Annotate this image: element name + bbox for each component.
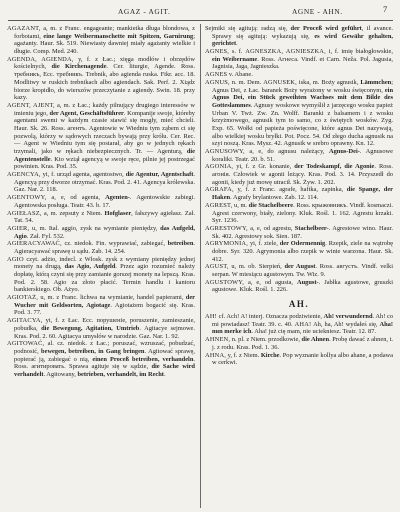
german-gloss: Hofglaser xyxy=(104,209,132,217)
german-gloss: betrieben, verhandelt, im Recht xyxy=(77,370,164,378)
entry-text: al. cz. niedok. z Łac.; poruszać, wzruszać, pobudzać, podnosić, xyxy=(14,340,195,355)
entry-text: i, f. imię białogłowskie, xyxy=(325,48,393,56)
german-gloss: die Stachelbeere xyxy=(248,201,294,209)
entry-text: cf. Ach! A! interj. Oznacza podziwienie, xyxy=(216,313,324,321)
entry-text: . Agencyą przy dworze otrzymać. Kras. Pod. 2. 41. Agencya królewska. Gaz. Nar. 2. 118. xyxy=(14,171,195,194)
entry-text: . Agitować sprawę, popierać ją, zabiegać o nią, xyxy=(14,347,195,363)
headword: AHNA, xyxy=(205,351,227,359)
german-gloss: die Spange, der Haken xyxy=(212,186,393,202)
entry-text: . Agnusowe koraliki. Teatr. 20. b. 51. xyxy=(212,148,393,163)
german-gloss: eine lange Weibermanschette mit Spitzen, Garnirung xyxy=(43,32,194,40)
dictionary-entry xyxy=(7,210,195,225)
entry-text: . Agitacye sejmowe. Kras. Pod. 2. 60. Agitacya umysłów w narodzie. Gaz. Nar. 1. 92. xyxy=(14,324,195,340)
headword: AGRESTOWY, xyxy=(205,224,248,232)
dictionary-entry xyxy=(205,240,393,263)
entry-text: . Ross. агонія. Człowiek w agonii leżący. Kras. Pod. 3. 14. Przyszedł do agonii, kiedy już mowę utracił. Sk. Żyw. 1. 202. xyxy=(212,163,393,186)
entry-text: u, m. Ital. aggio, zysk na wymianie pieniędzy, xyxy=(29,224,161,232)
dictionary-entry xyxy=(205,336,393,351)
entry-text: . Agnusy woskowe wymyślił z jarzęcego wosku papież Urban V. Twż. Zw. Zn. Wolff. Baranki z balsamem i z wosku krzyżmowego, agnusik tym to samo, co z świętych wosków. Zyg. Exp. 65. Wołki od papieża poświęcone, które agnus Dei nazywają, albo wielkiej wosku bryłki. Pot. Pocz. 54. Od złego ducha agnusik na szyi noszą. Kras. Mysz. 42. Agnusik w srebro oprawny. Kn. 12. xyxy=(212,101,393,148)
headword: AGNES xyxy=(205,71,228,79)
dictionary-entry xyxy=(205,25,393,48)
headword: AGENTOWY, xyxy=(7,194,47,202)
entry-text: yi, f. z Gr. konanie, xyxy=(233,163,295,171)
dictionary-entry xyxy=(205,202,393,225)
entry-text: Sejmiki się agitują: radzą się, xyxy=(205,25,291,32)
headword: AGNES, xyxy=(205,48,230,56)
entry-text: cz. niedok. Fin. wyprawiać, zabiegać, xyxy=(61,240,168,248)
entry-text: a, m. z Franc. engageante; mankietka długa blondowa, z forbotami, xyxy=(14,25,195,40)
dictionary-entry xyxy=(7,25,195,56)
entry-text: a, e, od agrestu, xyxy=(247,224,295,232)
entry-text: . Agiotażem bogacić się. Kras. Pod. 3. 77. xyxy=(14,301,195,317)
entry-text: yi, f. urząd agenta, agentostwo, xyxy=(40,171,126,179)
entry-text: y, f. z Niem. xyxy=(226,351,261,359)
dictionary-entry xyxy=(205,79,393,148)
header-rule xyxy=(8,20,393,21)
running-head-right: AGNE - AHN. xyxy=(292,7,343,16)
headword: AGENT, AJENT, xyxy=(7,101,55,109)
entry-text: ; agażanty. Haur. Sk. 519. Niewiasty dawniej miały agażanty wielkie i długie. Comp. Med. 240. xyxy=(14,32,195,56)
dictionary-entry xyxy=(7,240,195,255)
headword: AGIERACYAWAĆ, xyxy=(7,240,62,248)
headword: AGNUSEK, xyxy=(263,78,297,86)
german-gloss: Stachelbeer- xyxy=(294,224,329,232)
entry-text: . Pop wyznanie kollya albo ahane, a podawa w cerkwi. xyxy=(212,351,393,367)
entry-text: . Jabłka agustowe, gruszki agustowe. Kluk. Rośl. 1. 226. xyxy=(212,278,393,294)
entry-text: . Przez agio rozumieć należy dopłatę, którą czyni się przy zamianie gorszej monety na lepszą. Kras. Pod. 2. 58. Agio za złoto płacić. Termin handlu i kantoru bankierskiego. Ob. Ażyo. xyxy=(14,263,195,294)
german-gloss: der Odermennig xyxy=(279,240,326,248)
dictionary-entry xyxy=(205,186,393,201)
entry-text: . xyxy=(163,370,166,378)
entry-text: . Rzepik, ziele na wątrobę dobre. Syr. 320. Agrymonia albo rzepik w winie warzona. Haur. Sk. 412. xyxy=(212,240,393,263)
entry-text: . xyxy=(236,40,238,48)
headword: AHA! xyxy=(294,320,312,328)
entry-text: . Ross. Агнеса. Vindf. et Carn. Neža. Pol. Jagusia, Jagnisia, Jaga, Jagnieszka. xyxy=(212,55,393,71)
headword: AGITOWAĆ, xyxy=(7,340,45,348)
german-gloss: der August xyxy=(284,263,316,271)
headword: AGNUS, xyxy=(205,78,230,86)
headword: AGONIA, xyxy=(205,163,234,171)
entry-text: a, m. z Łac.; każdy pilnujący drugiego interessów w imieniu jego, xyxy=(14,101,195,117)
german-gloss: Lämmchen xyxy=(360,78,392,86)
headword: AGIEŁASZ, xyxy=(7,209,42,217)
german-gloss: bewegen, betreiben, in Gang bringen xyxy=(41,347,145,355)
left-column xyxy=(7,25,195,507)
entry-text: . Probę dawać z ahnen, t. j. z rodu. Kras. Pod. 1. 36. xyxy=(212,336,393,351)
german-gloss: Ah! verwundernd xyxy=(323,313,373,321)
german-gloss: einen Proceß betreiben, verhandeln xyxy=(92,355,194,363)
german-gloss: der Proceß wird geführt xyxy=(290,25,362,32)
dictionary-entry xyxy=(205,279,393,294)
entry-text: . Cer. liturgie, Agende. Ross. требникъ, Ecc. требникъ. Trebnik, abo agienda ruska. Fikr. acc. 18. Modlitwy w ruskich trebnikach albo agiendach. Sak. Perf. 2. Xiądz biorze kropidło, do wierszów przeczytanie z agiendy. Swin. 18. przy kazy. xyxy=(14,63,195,102)
headword: AHNEN, xyxy=(205,336,231,344)
german-gloss: die Agentur, Agentschaft xyxy=(125,171,194,179)
german-gloss: das Aufgeld, Agio xyxy=(14,224,195,240)
entry-text: n. m. Dem. xyxy=(229,78,264,86)
headword: AGAZANT, xyxy=(7,25,41,32)
german-gloss: der Wucher mit Geldsorten, Agiotage xyxy=(14,294,195,309)
german-gloss: die Ahnen xyxy=(301,336,330,344)
dictionary-entry xyxy=(7,56,195,102)
german-gloss: betreiben xyxy=(167,240,194,248)
dictionary-entry xyxy=(7,294,195,317)
dictionary-entry xyxy=(205,313,393,336)
entry-text: . Zał. Fyl. 532. xyxy=(26,232,65,240)
entry-text: . Kompanije swoje, któreby agentami swemi w każdym czasie stawić się mogły, mieć chcieli. Haur. Sk. 26. Ross. агентъ. Agentowie w Wiedniu tym ząbem ci się pozwolą, którzy w sądowych rzeczach bywają przy królu. Cer. Rec. — Agent w Wiedniu tym się postarał, aby go w jednych rękach trzymali, jako w rękach niebezpiecznych. Tr. — Agenturą, xyxy=(14,109,195,155)
entry-text: . Agitowany, xyxy=(43,370,78,378)
dictionary-entry xyxy=(205,352,393,367)
entry-text: . Ross. крыжовникъ. Vindf. kosmaczi. Agrest czerwony, biały, zielony. Kluk. Rośl. 1. 162. Agrestu krzaki. Syr. 1236. xyxy=(212,201,393,225)
dictionary-entry xyxy=(7,102,195,171)
entry-text: ; Agnus Dei, z Łac. baranek Boży wyrażony w wosku święconym, xyxy=(212,78,393,94)
headword: AGRAFA, xyxy=(205,186,234,194)
entry-text: v. Abane. xyxy=(227,71,253,79)
entry-text: . Aha! już cię mam, nie uciekniesz. Teatr. 12. 87. xyxy=(251,328,376,336)
headword: AH! xyxy=(205,313,217,321)
entry-text: u, m. xyxy=(232,201,249,209)
entry-text: . Ross. агитировать. Sprawa agituje się w sądzie, xyxy=(14,355,195,371)
entry-text: , il avance. Sprawy się agitują: wykazują się, xyxy=(212,25,393,40)
entry-text: n. pl. z Niem. przodkowie, xyxy=(230,336,302,344)
dictionary-entry xyxy=(7,317,195,340)
german-gloss: der Agent, Geschäftsführer xyxy=(49,109,124,117)
german-gloss: Aha! nun merke ich xyxy=(212,320,393,336)
german-gloss: Agnus-Dei- xyxy=(328,148,360,155)
entry-text: , fałszywy agiełasz. Zał. Tat. 54. xyxy=(14,209,195,225)
entry-text: . Kto wziął agencyą w swoje ręce, pilnie jej postrzegać powinien. Kras. Pod. 35. xyxy=(14,155,195,171)
headword: AGRYMONIA, xyxy=(205,240,249,248)
headword: AGNESZKA, AGNIESZKA, xyxy=(245,48,326,56)
headword: AGIOTAŻ, xyxy=(7,294,39,302)
entry-text: iska, m. Boży agnusik, xyxy=(296,78,361,86)
entry-text: Ah, ha, Ah! wydałeś się, xyxy=(311,320,380,328)
entry-text: . Agieracyawać sprawę u sądu. Zab. 14. 254. xyxy=(14,240,195,255)
entry-text: u, m. z Franc. lichwa na wymianie, handel papierami, xyxy=(38,294,186,302)
headword: AGITACYA, xyxy=(7,317,43,325)
entry-text: . Agrafy brylantowe. Zab. 12. 114. xyxy=(230,194,319,202)
headword: AGUST, xyxy=(205,263,229,271)
page-number: 7 xyxy=(383,5,388,14)
entry-text: u, m. ob. Sierpień, xyxy=(228,263,285,271)
entry-text: . Ross. августъ. Vindf. velki serpan. W miesiącu agustowym. Tw. Wiz. 9. xyxy=(212,263,393,278)
entry-text: czyt. adżio, indecl. z Włosk. zysk z wymiany pieniędzy jednej monety na drugą, xyxy=(14,255,195,271)
right-column xyxy=(205,25,393,507)
german-gloss: August- xyxy=(297,278,319,286)
german-gloss: Kirche xyxy=(260,351,280,359)
dictionary-entry xyxy=(205,163,393,186)
headword: AGIO xyxy=(7,255,24,263)
headword: AGUSTOWY, xyxy=(205,278,245,286)
entry-text: a, m. zepsuty z Niem. xyxy=(41,209,105,217)
dictionary-entry xyxy=(205,263,393,278)
entry-text: a, e, od agenta, xyxy=(46,194,106,202)
running-head-left: AGAZ - AGIT. xyxy=(118,7,171,16)
dictionary-entry xyxy=(7,194,195,209)
german-gloss: es wird Gewähr gehalten, gerichtet xyxy=(212,32,393,48)
german-gloss: die Sache wird verhandelt xyxy=(14,363,195,378)
entry-text: y, f. z Łac.; xięga modłów i obrzędów kościelnych, xyxy=(14,55,195,71)
column-divider xyxy=(200,24,201,508)
headword: AGENCYA, xyxy=(7,171,41,179)
german-gloss: Agenten- xyxy=(105,194,130,202)
headword: AGENDA, AGIENDA, xyxy=(7,55,74,63)
entry-text: s. f. xyxy=(229,48,246,56)
dictionary-entry xyxy=(205,148,393,163)
dictionary-entry xyxy=(205,48,393,71)
dictionary-entry xyxy=(7,256,195,294)
section-heading: AH. xyxy=(288,299,310,310)
entry-text: a, e, od agusta, xyxy=(244,278,297,286)
dictionary-entry xyxy=(7,225,195,240)
german-gloss: ein Agnus Dei, ein Stück geweihten Wachses mit dem Bilde des Gotteslammes xyxy=(212,86,393,109)
german-gloss: ein Weibername xyxy=(212,55,258,63)
entry-text: a, e, do agnusu należący, xyxy=(244,148,329,155)
german-gloss: das Agio, Aufgeld xyxy=(64,263,116,271)
dictionary-entry xyxy=(205,71,393,79)
dictionary-entry xyxy=(7,171,195,194)
german-gloss: die Bewegung, Agitation, Umtrieb xyxy=(41,324,140,332)
headword: AGNUSOWY, xyxy=(205,148,245,155)
entry-text: yi, f. z Łac. Ecc. порушеніе, poruszenie, zamieszanie, pobudka, xyxy=(14,317,195,332)
headword: AGREST, xyxy=(205,201,233,209)
entry-text: . Agentowskie zabiegi. Agentowska posługa. Teatr. 43. b. 17. xyxy=(14,194,195,209)
entry-text: yi, f. ziele, xyxy=(248,240,280,248)
german-gloss: der Todeskampf, die Agonie xyxy=(294,163,375,171)
dictionary-entry xyxy=(205,225,393,240)
entry-text: . Agrestowe wino. Haur. Sk. 402. Agrestowy sok. Sien. 187. xyxy=(212,224,393,240)
german-gloss: die Kirchenagende xyxy=(51,63,107,71)
dictionary-entry xyxy=(7,340,195,378)
entry-text: . Ah! co mi powiadasz! Teatr. 39. c. 40. xyxy=(212,313,393,328)
german-gloss: die Agentenstelle xyxy=(14,148,195,163)
headword: AGIER, xyxy=(7,224,30,232)
entry-text: y, f. z Franc. agrafe, haftka, zapinka, xyxy=(233,186,347,194)
